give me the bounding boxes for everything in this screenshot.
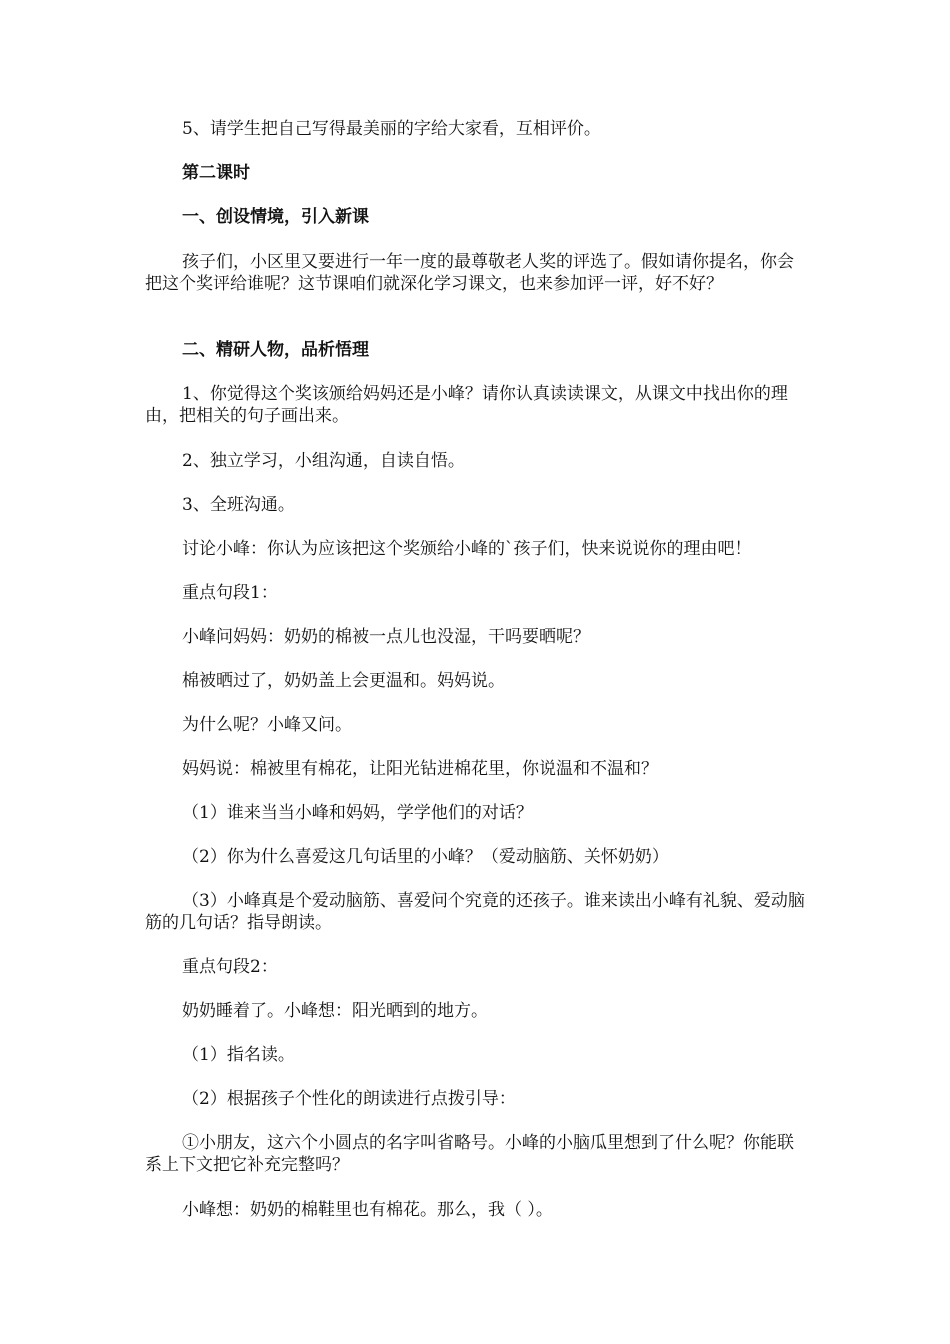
paragraph-key-passage-2: 重点句段2：	[182, 957, 278, 977]
heading-section-2: 二、精研人物，品析悟理	[182, 340, 369, 360]
heading-second-lesson: 第二课时	[182, 163, 250, 183]
paragraph-question-1: （1）谁来当当小峰和妈妈，学学他们的对话？	[182, 803, 533, 823]
paragraph-item-2: 2、独立学习，小组沟通，自读自悟。	[182, 451, 465, 471]
paragraph-step-5: 5、请学生把自己写得最美丽的字给大家看，互相评价。	[182, 119, 601, 139]
paragraph-item-3: 3、全班沟通。	[182, 495, 295, 515]
paragraph-item-1: 1、你觉得这个奖该颁给妈妈还是小峰？请你认真读读课文，从课文中找出你的理由，把相关的句子画出来。	[145, 384, 788, 426]
paragraph-question-3: （3）小峰真是个爱动脑筋、喜爱问个究竟的还孩子。谁来读出小峰有礼貌、爱动脑筋的几句话？指导朗读。	[145, 891, 805, 933]
paragraph-dialogue-4: 妈妈说：棉被里有棉花，让阳光钻进棉花里，你说温和不温和？	[182, 759, 658, 779]
paragraph-step-read: （1）指名读。	[182, 1045, 295, 1065]
paragraph-intro: 孩子们，小区里又要进行一年一度的最尊敬老人奖的评选了。假如请你提名，你会把这个奖评给谁呢？这节课咱们就深化学习课文，也来参加评一评，好不好？	[145, 252, 794, 294]
paragraph-fill-blank: 小峰想：奶奶的棉鞋里也有棉花。那么，我（ ）。	[182, 1200, 553, 1220]
paragraph-step-guide: （2）根据孩子个性化的朗读进行点拨引导：	[182, 1089, 516, 1109]
heading-section-1: 一、创设情境，引入新课	[182, 207, 369, 227]
paragraph-dialogue-1: 小峰问妈妈：奶奶的棉被一点儿也没湿，干吗要晒呢？	[182, 627, 590, 647]
paragraph-ellipsis-note: ①小朋友，这六个小圆点的名字叫省略号。小峰的小脑瓜里想到了什么呢？你能联系上下文把它补充完整吗？	[145, 1133, 794, 1175]
paragraph-dialogue-3: 为什么呢？小峰又问。	[182, 715, 352, 735]
paragraph-question-2: （2）你为什么喜爱这几句话里的小峰？（爱动脑筋、关怀奶奶）	[182, 847, 669, 867]
paragraph-dialogue-2: 棉被晒过了，奶奶盖上会更温和。妈妈说。	[182, 671, 505, 691]
paragraph-discussion: 讨论小峰：你认为应该把这个奖颁给小峰的`孩子们，快来说说你的理由吧！	[182, 539, 752, 559]
paragraph-sentence: 奶奶睡着了。小峰想：阳光晒到的地方。	[182, 1001, 488, 1021]
paragraph-key-passage-1: 重点句段1：	[182, 583, 278, 603]
